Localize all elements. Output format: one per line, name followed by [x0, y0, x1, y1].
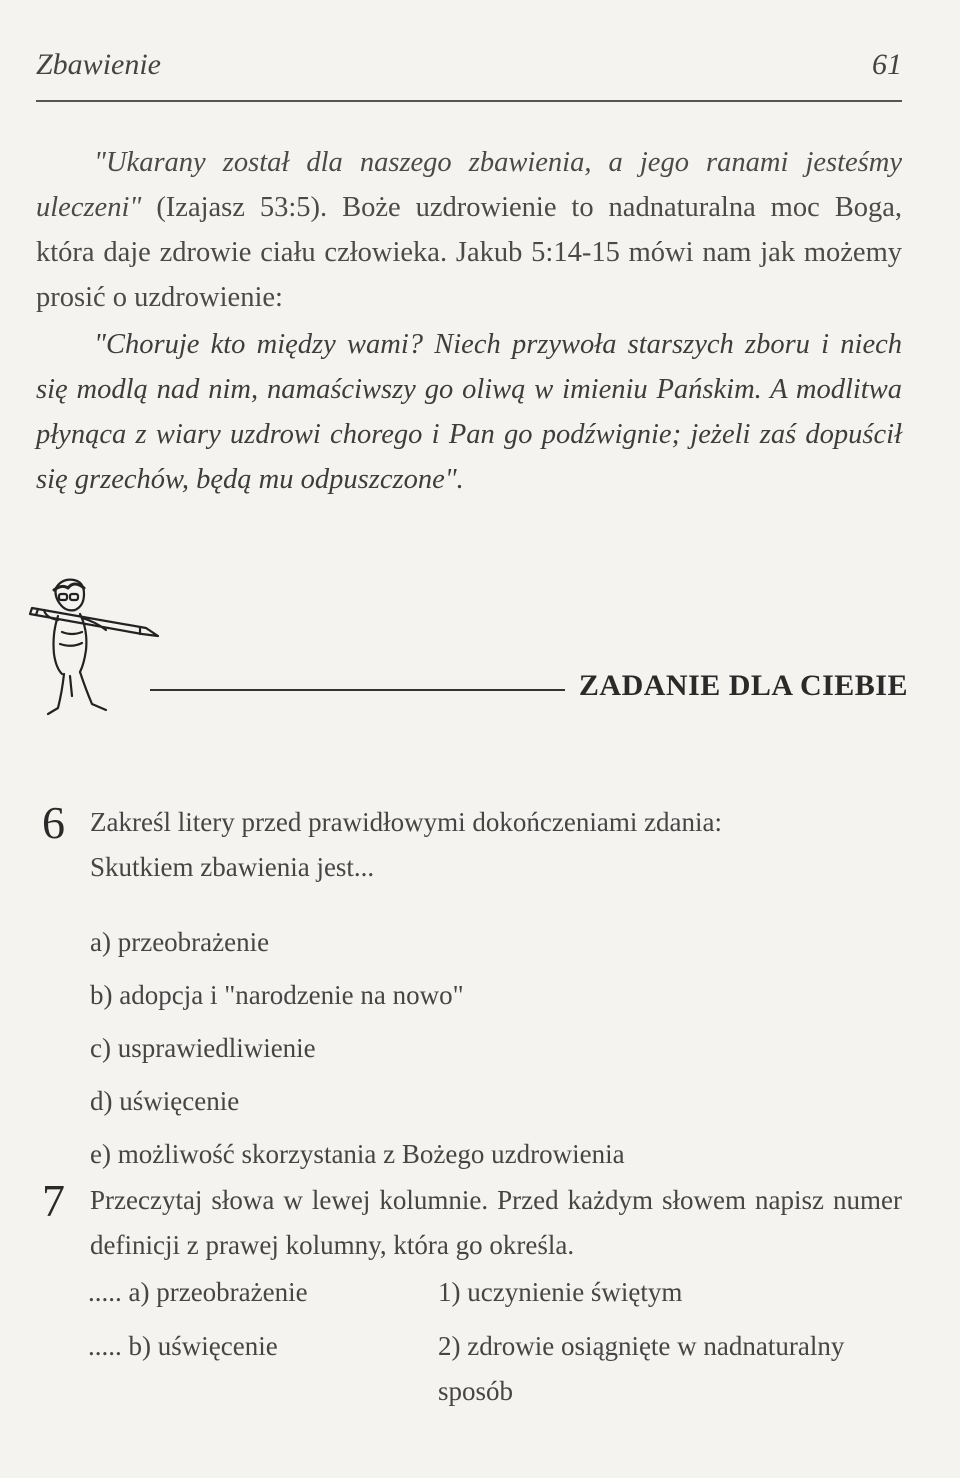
passage — [36, 140, 902, 502]
exercise-instruction: Zakreśl litery przed prawidłowymi dokończeniami zdania: — [90, 807, 723, 837]
match-left-item[interactable]: ..... b) uświęcenie — [88, 1331, 278, 1361]
option-e[interactable]: e) możliwość skorzystania z Bożego uzdrowienia — [90, 1139, 625, 1169]
match-left-item[interactable]: ..... a) przeobrażenie — [88, 1277, 308, 1307]
section-name: Zbawienie — [36, 48, 161, 81]
james-quote: "Choruje kto między wami? Niech przywoła starszych zboru i niech się modlą nad nim, namaściwszy go oliwą w imieniu Pańskim. A modlitwa płynąca z wiary uzdrowi chorego i Pan go podźwignie; jeżeli zaś dopuścił się grzechów, będą mu odpuszczone". — [36, 329, 902, 495]
exercise-number: 7 — [42, 1175, 65, 1226]
exercise-instruction: Przeczytaj słowa w lewej kolumnie. Przed każdym słowem napisz numer definicji z prawej kolumny, która go określa. — [90, 1185, 902, 1260]
option-a[interactable]: a) przeobrażenie — [90, 927, 270, 957]
student-with-pencil-icon — [28, 574, 178, 724]
match-right-item: 2) zdrowie osiągnięte w nadnaturalny sposób — [438, 1331, 845, 1406]
banner-rule — [150, 689, 565, 691]
exercise-number: 6 — [42, 797, 65, 848]
isaiah-quote: "Ukarany został dla naszego zbawienia, a jego ranami jesteśmy uleczeni" — [36, 147, 902, 223]
passage-paragraph-1 — [36, 140, 902, 320]
option-c[interactable]: c) usprawiedliwienie — [90, 1033, 316, 1063]
sentence-lead: Skutkiem zbawienia jest... — [90, 852, 375, 882]
task-banner-title: ZADANIE DLA CIEBIE — [578, 669, 908, 702]
header-rule — [36, 100, 902, 102]
option-d[interactable]: d) uświęcenie — [90, 1086, 240, 1116]
task-banner — [28, 574, 908, 724]
match-right-item: 1) uczynienie świętym — [438, 1277, 683, 1307]
page-number: 61 — [872, 48, 902, 81]
passage-body: (Izajasz 53:5). Boże uzdrowienie to nadnaturalna moc Boga, która daje zdrowie ciału człowieka. Jakub 5:14-15 mówi nam jak możemy prosić o uzdrowienie: — [36, 192, 902, 313]
option-b[interactable]: b) adopcja i "narodzenie na nowo" — [90, 980, 464, 1010]
running-header — [36, 48, 902, 88]
